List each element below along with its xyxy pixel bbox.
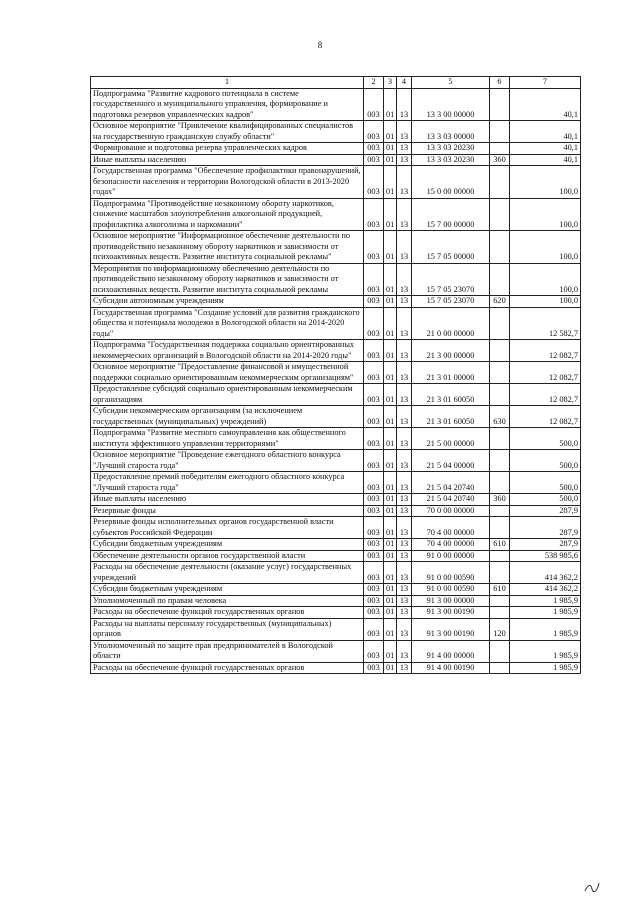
row-section: 01 — [384, 362, 397, 384]
row-subsection: 13 — [397, 296, 412, 308]
row-ministry: 003 — [364, 121, 384, 143]
table-row — [91, 121, 581, 143]
row-section: 01 — [384, 539, 397, 551]
row-name: Субсидии некоммерческим организациям (за исключением государственных (муниципальных) учреждений) — [91, 406, 364, 428]
row-section: 01 — [384, 263, 397, 296]
row-name: Резервные фонды — [91, 505, 364, 517]
row-section: 01 — [384, 143, 397, 155]
row-name: Субсидии бюджетным учреждениям — [91, 539, 364, 551]
row-ministry: 003 — [364, 584, 384, 596]
row-amount: 1 985,9 — [510, 607, 581, 619]
row-subsection: 13 — [397, 231, 412, 264]
row-expense-type: 360 — [490, 494, 510, 506]
row-target-article: 21 3 01 00000 — [412, 362, 490, 384]
row-target-article: 21 3 00 00000 — [412, 340, 490, 362]
header-col-2: 2 — [364, 77, 384, 89]
row-subsection: 13 — [397, 562, 412, 584]
table-row — [91, 231, 581, 264]
row-subsection: 13 — [397, 550, 412, 562]
row-ministry: 003 — [364, 166, 384, 199]
row-subsection: 13 — [397, 121, 412, 143]
header-col-4: 4 — [397, 77, 412, 89]
table-row — [91, 154, 581, 166]
row-subsection: 13 — [397, 406, 412, 428]
row-expense-type — [490, 166, 510, 199]
row-expense-type — [490, 428, 510, 450]
row-ministry: 003 — [364, 539, 384, 551]
row-name: Основное мероприятие "Привлечение квалифицированных специалистов на государственную гражданскую службу области" — [91, 121, 364, 143]
row-name: Расходы на обеспечение функций государственных органов — [91, 607, 364, 619]
row-subsection: 13 — [397, 450, 412, 472]
row-target-article: 21 5 04 20740 — [412, 472, 490, 494]
row-ministry: 003 — [364, 562, 384, 584]
row-section: 01 — [384, 307, 397, 340]
row-expense-type — [490, 384, 510, 406]
row-amount: 538 985,6 — [510, 550, 581, 562]
row-section: 01 — [384, 198, 397, 231]
row-section: 01 — [384, 494, 397, 506]
row-ministry: 003 — [364, 517, 384, 539]
row-amount: 40,1 — [510, 143, 581, 155]
row-expense-type — [490, 517, 510, 539]
row-ministry: 003 — [364, 296, 384, 308]
header-col-5: 5 — [412, 77, 490, 89]
row-subsection: 13 — [397, 640, 412, 662]
table-row — [91, 88, 581, 121]
table-row — [91, 263, 581, 296]
row-target-article: 21 5 04 00000 — [412, 450, 490, 472]
row-subsection: 13 — [397, 584, 412, 596]
row-subsection: 13 — [397, 428, 412, 450]
row-expense-type — [490, 505, 510, 517]
table-row — [91, 550, 581, 562]
row-ministry: 003 — [364, 550, 384, 562]
row-target-article: 13 3 00 00000 — [412, 88, 490, 121]
row-section: 01 — [384, 231, 397, 264]
row-target-article: 91 3 00 00190 — [412, 618, 490, 640]
row-amount: 500,0 — [510, 450, 581, 472]
row-target-article: 21 5 04 20740 — [412, 494, 490, 506]
row-amount: 100,0 — [510, 166, 581, 199]
row-amount: 287,9 — [510, 517, 581, 539]
table-row — [91, 296, 581, 308]
row-target-article: 13 3 03 00000 — [412, 121, 490, 143]
row-expense-type: 610 — [490, 539, 510, 551]
row-subsection: 13 — [397, 618, 412, 640]
row-expense-type — [490, 88, 510, 121]
row-amount: 1 985,9 — [510, 618, 581, 640]
row-amount: 12 082,7 — [510, 384, 581, 406]
row-expense-type — [490, 450, 510, 472]
page-number: 8 — [317, 40, 323, 50]
row-amount: 414 362,2 — [510, 584, 581, 596]
table-row — [91, 562, 581, 584]
row-expense-type — [490, 607, 510, 619]
row-expense-type: 360 — [490, 154, 510, 166]
row-subsection: 13 — [397, 517, 412, 539]
row-section: 01 — [384, 562, 397, 584]
row-section: 01 — [384, 550, 397, 562]
header-col-3: 3 — [384, 77, 397, 89]
row-amount: 100,0 — [510, 296, 581, 308]
row-section: 01 — [384, 505, 397, 517]
row-section: 01 — [384, 406, 397, 428]
row-ministry: 003 — [364, 340, 384, 362]
row-section: 01 — [384, 384, 397, 406]
row-subsection: 13 — [397, 505, 412, 517]
row-section: 01 — [384, 618, 397, 640]
row-ministry: 003 — [364, 154, 384, 166]
row-ministry: 003 — [364, 472, 384, 494]
row-target-article: 15 7 00 00000 — [412, 198, 490, 231]
row-subsection: 13 — [397, 154, 412, 166]
row-amount: 12 082,7 — [510, 362, 581, 384]
row-amount: 100,0 — [510, 263, 581, 296]
row-amount: 12 082,7 — [510, 406, 581, 428]
row-expense-type: 610 — [490, 584, 510, 596]
row-expense-type — [490, 231, 510, 264]
row-amount: 500,0 — [510, 494, 581, 506]
row-name: Иные выплаты населению — [91, 154, 364, 166]
row-amount: 40,1 — [510, 88, 581, 121]
row-subsection: 13 — [397, 143, 412, 155]
row-subsection: 13 — [397, 307, 412, 340]
row-expense-type: 630 — [490, 406, 510, 428]
row-amount: 100,0 — [510, 198, 581, 231]
row-amount: 40,1 — [510, 121, 581, 143]
row-name: Мероприятия по информационному обеспечению деятельности по противодействию незаконному обороту наркотиков и зависимости от психоактивных веществ. Развитие института социальной рекламы — [91, 263, 364, 296]
row-ministry: 003 — [364, 640, 384, 662]
row-target-article: 91 0 00 00590 — [412, 584, 490, 596]
table-row — [91, 517, 581, 539]
row-target-article: 91 3 00 00190 — [412, 607, 490, 619]
row-subsection: 13 — [397, 607, 412, 619]
row-section: 01 — [384, 640, 397, 662]
row-target-article: 91 4 00 00000 — [412, 640, 490, 662]
row-name: Подпрограмма "Развитие местного самоуправления как общественного института эффективного управления территориями" — [91, 428, 364, 450]
table-row — [91, 307, 581, 340]
table-row — [91, 595, 581, 607]
row-amount: 40,1 — [510, 154, 581, 166]
row-name: Расходы на обеспечение деятельности (оказание услуг) государственных учреждений — [91, 562, 364, 584]
row-subsection: 13 — [397, 539, 412, 551]
row-expense-type — [490, 562, 510, 584]
row-ministry: 003 — [364, 384, 384, 406]
row-section: 01 — [384, 154, 397, 166]
row-section: 01 — [384, 428, 397, 450]
row-ministry: 003 — [364, 607, 384, 619]
row-subsection: 13 — [397, 384, 412, 406]
header-row — [91, 77, 581, 89]
row-section: 01 — [384, 296, 397, 308]
row-name: Субсидии автономным учреждениям — [91, 296, 364, 308]
row-subsection: 13 — [397, 166, 412, 199]
row-target-article: 15 7 05 23070 — [412, 263, 490, 296]
row-subsection: 13 — [397, 88, 412, 121]
row-name: Государственная программа "Обеспечение профилактики правонарушений, безопасности населения и территории Вологодской области в 2013-2020 годах" — [91, 166, 364, 199]
table-row — [91, 539, 581, 551]
row-subsection: 13 — [397, 340, 412, 362]
table-body — [91, 88, 581, 674]
row-amount: 100,0 — [510, 231, 581, 264]
row-target-article: 13 3 03 20230 — [412, 143, 490, 155]
row-amount: 500,0 — [510, 428, 581, 450]
row-name: Подпрограмма "Развитие кадрового потенциала в системе государственного и муниципального управления, формирование и подготовка резервов управленческих кадров" — [91, 88, 364, 121]
row-expense-type: 120 — [490, 618, 510, 640]
handwritten-mark — [583, 880, 601, 894]
row-expense-type — [490, 198, 510, 231]
row-subsection: 13 — [397, 362, 412, 384]
table-row — [91, 384, 581, 406]
row-amount: 287,9 — [510, 505, 581, 517]
row-name: Основное мероприятие "Проведение ежегодного областного конкурса "Лучший староста года" — [91, 450, 364, 472]
row-section: 01 — [384, 166, 397, 199]
table-row — [91, 428, 581, 450]
row-expense-type — [490, 121, 510, 143]
row-ministry: 003 — [364, 231, 384, 264]
header-col-1: 1 — [91, 77, 364, 89]
row-expense-type — [490, 362, 510, 384]
row-target-article: 15 7 05 23070 — [412, 296, 490, 308]
row-name: Государственная программа "Создание условий для развития гражданского общества и потенциала молодежи в Вологодской области на 2014-2020 годы" — [91, 307, 364, 340]
row-amount: 1 985,9 — [510, 640, 581, 662]
table-row — [91, 143, 581, 155]
row-ministry: 003 — [364, 362, 384, 384]
row-ministry: 003 — [364, 505, 384, 517]
row-name: Расходы на обеспечение функций государственных органов — [91, 662, 364, 674]
row-name: Подпрограмма "Государственная поддержка социально ориентированных некоммерческих организаций в Вологодской области на 2014-2020 годы" — [91, 340, 364, 362]
table-row — [91, 607, 581, 619]
row-target-article: 13 3 03 20230 — [412, 154, 490, 166]
row-subsection: 13 — [397, 494, 412, 506]
table-row — [91, 340, 581, 362]
row-name: Основное мероприятие "Информационное обеспечение деятельности по противодействию незаконному обороту наркотиков и зависимости от психоактивных веществ. Развитие института социальной рекламы" — [91, 231, 364, 264]
table-row — [91, 494, 581, 506]
row-section: 01 — [384, 472, 397, 494]
budget-table — [90, 76, 581, 674]
row-ministry: 003 — [364, 450, 384, 472]
row-section: 01 — [384, 340, 397, 362]
table-row — [91, 198, 581, 231]
table-row — [91, 450, 581, 472]
row-expense-type — [490, 550, 510, 562]
row-section: 01 — [384, 517, 397, 539]
row-name: Обеспечение деятельности органов государственной власти — [91, 550, 364, 562]
row-target-article: 70 0 00 00000 — [412, 505, 490, 517]
row-name: Предоставление субсидий социально ориентированным некоммерческим организациям — [91, 384, 364, 406]
row-expense-type — [490, 143, 510, 155]
row-section: 01 — [384, 121, 397, 143]
row-target-article: 15 7 05 00000 — [412, 231, 490, 264]
row-subsection: 13 — [397, 662, 412, 674]
row-target-article: 21 3 01 60050 — [412, 384, 490, 406]
row-amount: 500,0 — [510, 472, 581, 494]
row-target-article: 15 0 00 00000 — [412, 166, 490, 199]
table-row — [91, 406, 581, 428]
row-subsection: 13 — [397, 198, 412, 231]
table-row — [91, 472, 581, 494]
header-col-6: 6 — [490, 77, 510, 89]
row-amount: 12 582,7 — [510, 307, 581, 340]
table-row — [91, 505, 581, 517]
row-target-article: 21 3 01 60050 — [412, 406, 490, 428]
row-expense-type — [490, 472, 510, 494]
row-expense-type — [490, 662, 510, 674]
row-section: 01 — [384, 450, 397, 472]
row-expense-type — [490, 640, 510, 662]
row-section: 01 — [384, 607, 397, 619]
row-section: 01 — [384, 662, 397, 674]
row-expense-type — [490, 340, 510, 362]
row-name: Предоставление премий победителям ежегодного областного конкурса "Лучший староста года" — [91, 472, 364, 494]
row-target-article: 91 3 00 00000 — [412, 595, 490, 607]
row-ministry: 003 — [364, 494, 384, 506]
row-name: Расходы на выплаты персоналу государственных (муниципальных) органов — [91, 618, 364, 640]
row-target-article: 91 4 00 00190 — [412, 662, 490, 674]
row-name: Основное мероприятие "Предоставление финансовой и имущественной поддержки социально ориентированным некоммерческим организациям" — [91, 362, 364, 384]
row-target-article: 21 0 00 00000 — [412, 307, 490, 340]
row-name: Формирование и подготовка резерва управленческих кадров — [91, 143, 364, 155]
row-amount: 1 985,9 — [510, 662, 581, 674]
row-ministry: 003 — [364, 662, 384, 674]
table-row — [91, 362, 581, 384]
row-ministry: 003 — [364, 307, 384, 340]
row-amount: 12 082,7 — [510, 340, 581, 362]
table-row — [91, 584, 581, 596]
row-expense-type: 620 — [490, 296, 510, 308]
row-name: Уполномоченный по защите прав предпринимателей в Вологодской области — [91, 640, 364, 662]
row-amount: 414 362,2 — [510, 562, 581, 584]
table-row — [91, 640, 581, 662]
row-ministry: 003 — [364, 618, 384, 640]
row-expense-type — [490, 263, 510, 296]
row-name: Иные выплаты населению — [91, 494, 364, 506]
row-ministry: 003 — [364, 595, 384, 607]
row-ministry: 003 — [364, 406, 384, 428]
header-col-7: 7 — [510, 77, 581, 89]
row-amount: 1 985,9 — [510, 595, 581, 607]
table-row — [91, 662, 581, 674]
row-name: Подпрограмма "Противодействие незаконному обороту наркотиков, снижение масштабов злоупотребления алкогольной продукцией, профилактика алкоголизма и наркомании" — [91, 198, 364, 231]
row-target-article: 91 0 00 00000 — [412, 550, 490, 562]
row-name: Субсидии бюджетным учреждениям — [91, 584, 364, 596]
row-target-article: 91 0 00 00590 — [412, 562, 490, 584]
row-name: Резервные фонды исполнительных органов государственной власти субъектов Российской Федерации — [91, 517, 364, 539]
row-target-article: 21 5 00 00000 — [412, 428, 490, 450]
row-expense-type — [490, 595, 510, 607]
row-ministry: 003 — [364, 263, 384, 296]
row-target-article: 70 4 00 00000 — [412, 539, 490, 551]
table-row — [91, 166, 581, 199]
row-subsection: 13 — [397, 595, 412, 607]
row-name: Уполномоченный по правам человека — [91, 595, 364, 607]
row-section: 01 — [384, 595, 397, 607]
row-ministry: 003 — [364, 198, 384, 231]
row-ministry: 003 — [364, 88, 384, 121]
table-row — [91, 618, 581, 640]
row-ministry: 003 — [364, 143, 384, 155]
row-expense-type — [490, 307, 510, 340]
row-subsection: 13 — [397, 472, 412, 494]
row-section: 01 — [384, 584, 397, 596]
row-section: 01 — [384, 88, 397, 121]
row-ministry: 003 — [364, 428, 384, 450]
row-amount: 287,9 — [510, 539, 581, 551]
row-target-article: 70 4 00 00000 — [412, 517, 490, 539]
row-subsection: 13 — [397, 263, 412, 296]
